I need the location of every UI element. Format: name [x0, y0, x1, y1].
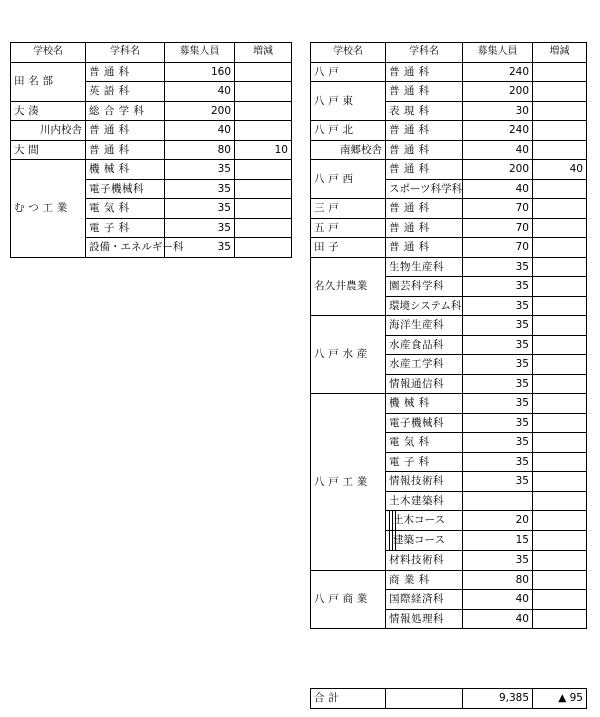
header-row	[11, 43, 292, 63]
table-row	[311, 394, 587, 414]
capacity: 35	[463, 316, 533, 336]
dept-name: 商 業 科	[386, 570, 463, 590]
change	[235, 82, 292, 102]
change	[533, 355, 587, 375]
capacity: 40	[165, 82, 235, 102]
header-capacity: 募集人員	[463, 43, 533, 63]
table-row	[311, 570, 587, 590]
school-name: 田 名 部	[11, 62, 86, 101]
dept-name: 普 通 科	[386, 121, 463, 141]
change	[533, 394, 587, 414]
capacity: 35	[463, 335, 533, 355]
change	[533, 570, 587, 590]
capacity: 35	[463, 374, 533, 394]
dept-name: 表 現 科	[386, 101, 463, 121]
school-name: 大 間	[11, 140, 86, 160]
dept-name: 電 気 科	[386, 433, 463, 453]
change	[533, 296, 587, 316]
school-name: 三 戸	[311, 199, 386, 219]
change	[533, 179, 587, 199]
table-row	[311, 218, 587, 238]
school-name: 八 戸 西	[311, 160, 386, 199]
school-name: 田 子	[311, 238, 386, 258]
capacity	[463, 491, 533, 511]
school-name: 川内校舎	[11, 121, 86, 141]
left-enrollment-table	[10, 42, 292, 258]
dept-name: 国際経済科	[386, 590, 463, 610]
course-name	[386, 531, 463, 551]
capacity: 40	[463, 609, 533, 629]
change	[533, 140, 587, 160]
capacity: 35	[463, 355, 533, 375]
change	[533, 218, 587, 238]
dept-name: 普 通 科	[386, 218, 463, 238]
capacity: 80	[463, 570, 533, 590]
course-label: 建築コース	[389, 531, 459, 550]
capacity: 35	[463, 472, 533, 492]
change	[533, 335, 587, 355]
capacity: 35	[463, 433, 533, 453]
dept-name: 環境システム科	[386, 296, 463, 316]
capacity: 200	[165, 101, 235, 121]
total-label: 合 計	[311, 689, 386, 709]
school-name: む つ 工 業	[11, 160, 86, 258]
dept-name: 総 合 学 科	[86, 101, 165, 121]
school-name: 八 戸 商 業	[311, 570, 386, 629]
dept-name: 設備・エネルギー科	[86, 238, 165, 258]
capacity: 200	[463, 82, 533, 102]
capacity: 35	[165, 160, 235, 180]
table-row	[11, 140, 292, 160]
dept-name: 機 械 科	[86, 160, 165, 180]
change	[533, 413, 587, 433]
dept-name: 電 子 科	[386, 452, 463, 472]
course-name	[386, 511, 463, 531]
school-name: 八 戸 北	[311, 121, 386, 141]
dept-name: 電子機械科	[86, 179, 165, 199]
dept-name: スポーツ科学科	[386, 179, 463, 199]
change	[533, 101, 587, 121]
change	[235, 62, 292, 82]
change: 40	[533, 160, 587, 180]
capacity: 15	[463, 531, 533, 551]
capacity: 70	[463, 199, 533, 219]
capacity: 30	[463, 101, 533, 121]
table-row	[311, 82, 587, 102]
table-row	[311, 257, 587, 277]
header-row	[311, 43, 587, 63]
capacity: 40	[463, 590, 533, 610]
school-name: 八 戸 水 産	[311, 316, 386, 394]
school-name: 大 湊	[11, 101, 86, 121]
change	[533, 316, 587, 336]
change: 10	[235, 140, 292, 160]
right-enrollment-table	[310, 42, 587, 629]
capacity: 40	[165, 121, 235, 141]
capacity: 40	[463, 140, 533, 160]
capacity: 240	[463, 62, 533, 82]
dept-name: 電子機械科	[386, 413, 463, 433]
header-change: 増減	[235, 43, 292, 63]
dept-name: 土木建築科	[386, 491, 463, 511]
change	[533, 491, 587, 511]
capacity: 35	[463, 296, 533, 316]
capacity: 70	[463, 238, 533, 258]
capacity: 240	[463, 121, 533, 141]
table-row	[311, 238, 587, 258]
capacity: 35	[165, 238, 235, 258]
dept-name: 電 気 科	[86, 199, 165, 219]
capacity: 35	[463, 551, 533, 571]
change	[533, 121, 587, 141]
dept-name: 海洋生産科	[386, 316, 463, 336]
change	[235, 199, 292, 219]
change	[533, 472, 587, 492]
total-dept	[386, 689, 463, 709]
change	[235, 101, 292, 121]
header-school: 学校名	[11, 43, 86, 63]
header-change: 増減	[533, 43, 587, 63]
capacity: 80	[165, 140, 235, 160]
table-row	[311, 160, 587, 180]
dept-name: 普 通 科	[386, 140, 463, 160]
dept-name: 普 通 科	[86, 121, 165, 141]
dept-name: 材料技術科	[386, 551, 463, 571]
dept-name: 英 語 科	[86, 82, 165, 102]
table-row	[311, 62, 587, 82]
school-name: 八 戸 工 業	[311, 394, 386, 571]
dept-name: 情報技術科	[386, 472, 463, 492]
header-dept: 学科名	[386, 43, 463, 63]
dept-name: 園芸科学科	[386, 277, 463, 297]
change	[235, 179, 292, 199]
change	[533, 531, 587, 551]
dept-name: 電 子 科	[86, 218, 165, 238]
change	[533, 82, 587, 102]
change	[533, 277, 587, 297]
school-name: 八 戸	[311, 62, 386, 82]
dept-name: 機 械 科	[386, 394, 463, 414]
change	[235, 218, 292, 238]
change	[533, 257, 587, 277]
table-row	[11, 121, 292, 141]
table-row	[11, 101, 292, 121]
change	[533, 452, 587, 472]
header-school: 学校名	[311, 43, 386, 63]
total-row	[311, 689, 587, 709]
school-name: 名久井農業	[311, 257, 386, 316]
change	[533, 551, 587, 571]
capacity: 20	[463, 511, 533, 531]
table-row	[311, 140, 587, 160]
capacity: 35	[463, 394, 533, 414]
change	[235, 160, 292, 180]
capacity: 160	[165, 62, 235, 82]
table-row	[311, 121, 587, 141]
change	[533, 62, 587, 82]
header-dept: 学科名	[86, 43, 165, 63]
total-change: ▲ 95	[533, 689, 587, 709]
dept-name: 水産工学科	[386, 355, 463, 375]
total-capacity: 9,385	[463, 689, 533, 709]
dept-name: 普 通 科	[86, 140, 165, 160]
change	[533, 238, 587, 258]
school-name: 八 戸 東	[311, 82, 386, 121]
capacity: 35	[165, 218, 235, 238]
capacity: 200	[463, 160, 533, 180]
dept-name: 普 通 科	[386, 160, 463, 180]
table-row	[11, 62, 292, 82]
dept-name: 情報通信科	[386, 374, 463, 394]
change	[533, 433, 587, 453]
dept-name: 普 通 科	[386, 62, 463, 82]
table-row	[311, 199, 587, 219]
capacity: 35	[165, 179, 235, 199]
change	[533, 609, 587, 629]
dept-name: 普 通 科	[386, 199, 463, 219]
table-row	[11, 160, 292, 180]
change	[235, 121, 292, 141]
change	[533, 511, 587, 531]
capacity: 70	[463, 218, 533, 238]
capacity: 40	[463, 179, 533, 199]
capacity: 35	[463, 413, 533, 433]
course-label: 土木コース	[389, 511, 459, 530]
change	[235, 238, 292, 258]
dept-name: 情報処理科	[386, 609, 463, 629]
dept-name: 普 通 科	[386, 82, 463, 102]
dept-name: 普 通 科	[86, 62, 165, 82]
total-table	[310, 688, 587, 709]
change	[533, 374, 587, 394]
school-name: 南郷校舎	[311, 140, 386, 160]
dept-name: 生物生産科	[386, 257, 463, 277]
capacity: 35	[463, 257, 533, 277]
table-row	[311, 316, 587, 336]
header-capacity: 募集人員	[165, 43, 235, 63]
capacity: 35	[463, 277, 533, 297]
capacity: 35	[165, 199, 235, 219]
dept-name: 普 通 科	[386, 238, 463, 258]
dept-name: 水産食品科	[386, 335, 463, 355]
school-name: 五 戸	[311, 218, 386, 238]
change	[533, 199, 587, 219]
capacity: 35	[463, 452, 533, 472]
change	[533, 590, 587, 610]
